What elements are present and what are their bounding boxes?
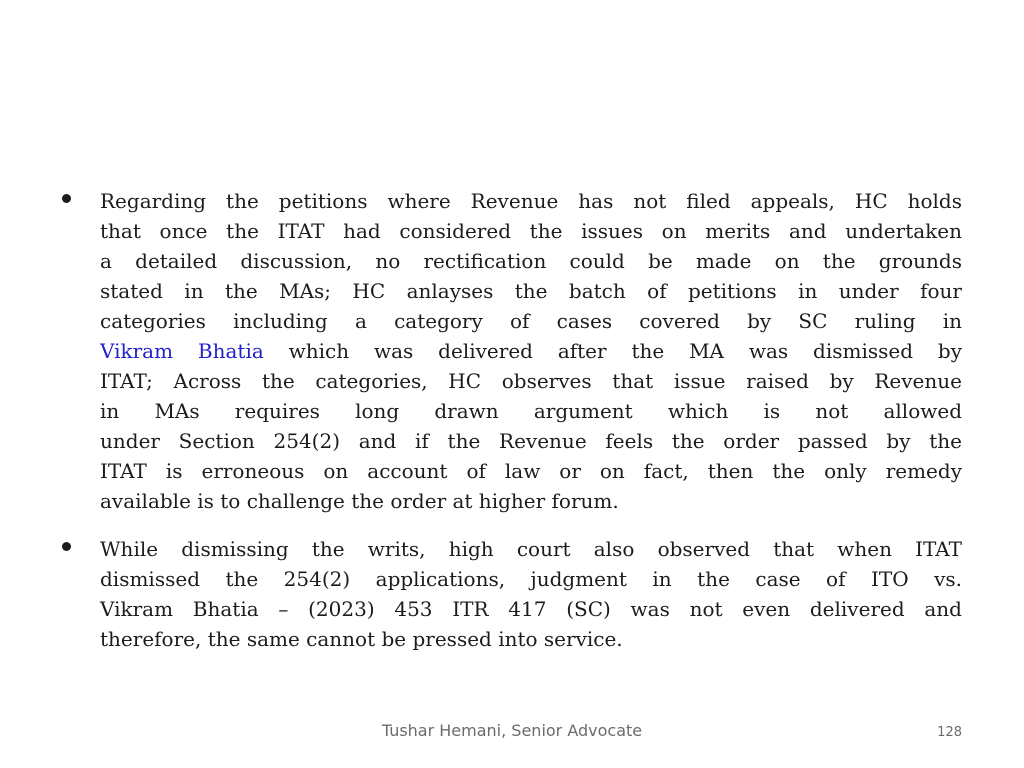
text-line-rest: which was delivered after the MA was dismissed by xyxy=(263,339,962,363)
text-line: a detailed discussion, no rectification could be made on the grounds xyxy=(100,249,962,273)
text-line: dismissed the 254(2) applications, judgment in the case of ITO vs. xyxy=(100,567,962,591)
bullet-point-icon xyxy=(62,542,71,551)
bullet-item xyxy=(100,534,962,654)
bullet-item xyxy=(100,186,962,516)
text-line: under Section 254(2) and if the Revenue feels the order passed by the xyxy=(100,429,962,453)
text-line: categories including a category of cases covered by SC ruling in xyxy=(100,309,962,333)
text-line: available is to challenge the order at higher forum. xyxy=(100,489,619,513)
footer-author: Tushar Hemani, Senior Advocate xyxy=(381,721,643,740)
text-line: stated in the MAs; HC anlayses the batch of petitions in under four xyxy=(100,279,962,303)
text-line: Vikram Bhatia – (2023) 453 ITR 417 (SC) was not even delivered and xyxy=(100,597,962,621)
text-line: that once the ITAT had considered the issues on merits and undertaken xyxy=(100,219,962,243)
text-line: in MAs requires long drawn argument which is not allowed xyxy=(100,399,962,423)
text-line: While dismissing the writs, high court also observed that when ITAT xyxy=(100,537,962,561)
bullet-point-icon xyxy=(62,194,71,203)
text-line: ITAT is erroneous on account of law or on fact, then the only remedy xyxy=(100,459,962,483)
text-line: therefore, the same cannot be pressed into service. xyxy=(100,627,623,651)
text-line xyxy=(100,336,962,366)
bullet-list xyxy=(100,186,962,672)
page-number: 128 xyxy=(937,725,962,740)
case-link[interactable]: Vikram Bhatia xyxy=(100,339,264,363)
text-line: Regarding the petitions where Revenue has not filed appeals, HC holds xyxy=(100,189,962,213)
text-line: ITAT; Across the categories, HC observes that issue raised by Revenue xyxy=(100,369,962,393)
